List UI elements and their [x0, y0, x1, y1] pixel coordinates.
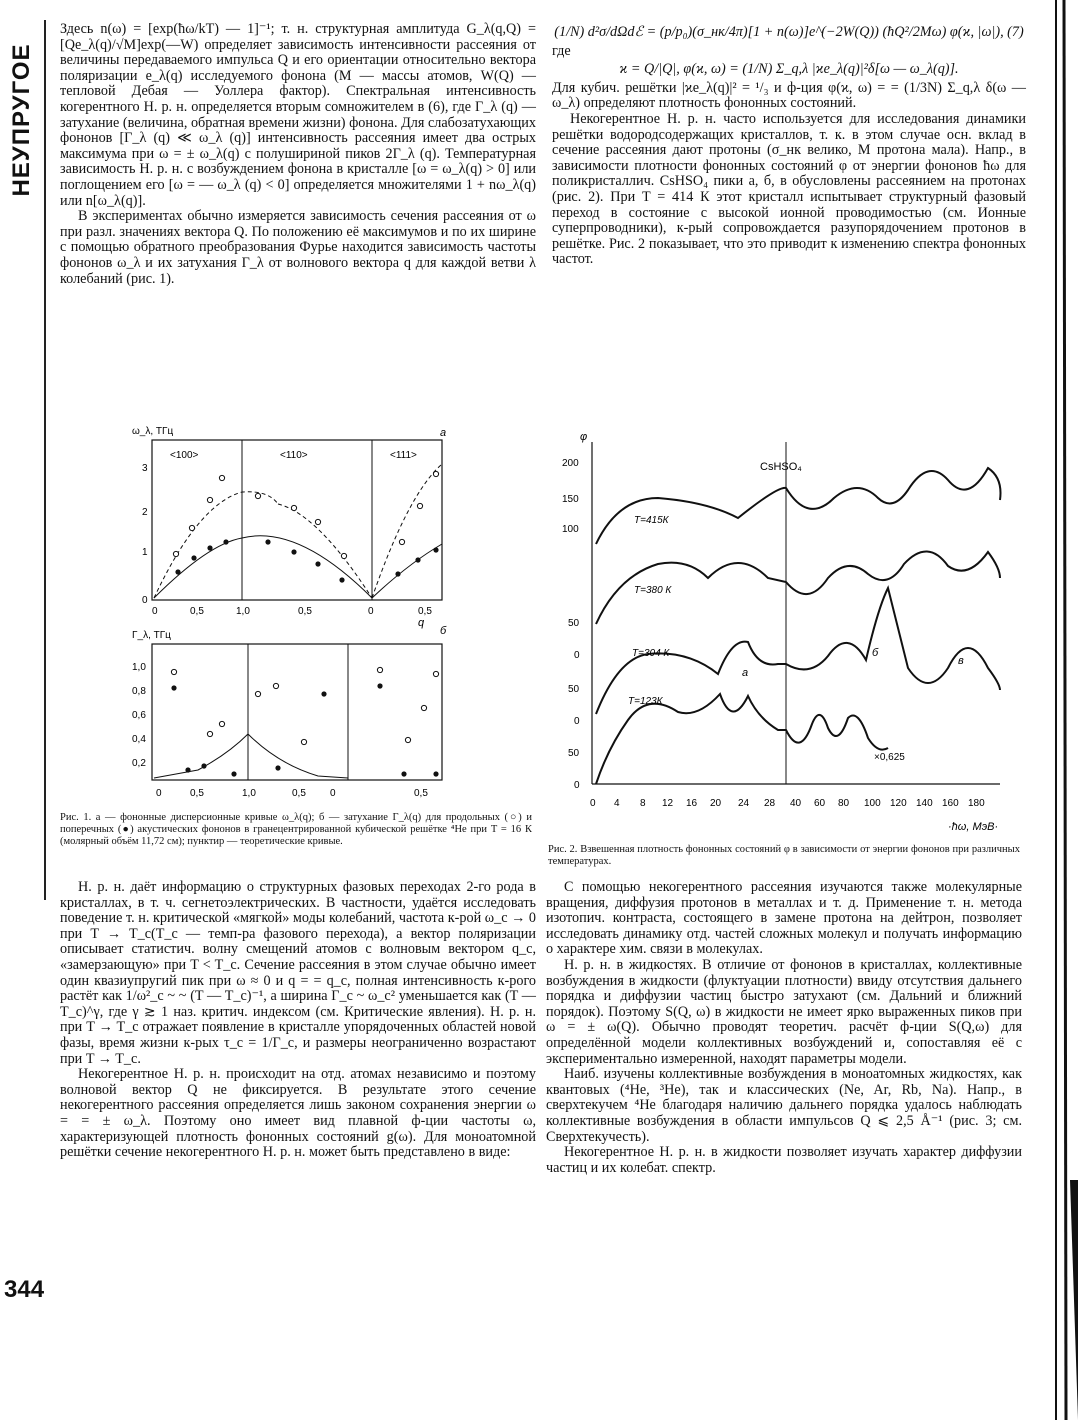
fig2-ylabel: φ [580, 431, 588, 443]
fig2-ytick: 0 [574, 716, 580, 727]
fig2-xtick: 100 [864, 798, 881, 809]
fig2-ytick: 150 [562, 494, 579, 505]
fig2-ytick: 50 [568, 684, 580, 695]
left-column-top [60, 22, 536, 287]
fig1a-xtick: 1,0 [236, 606, 250, 617]
formula-7: (1/N) d²σ/dΩdℰ = (p/p₀)(σ_нк/4π)[1 + n(ω)]e^(−2W(Q)) (ħQ²/2Mω) φ(ϰ, |ω|), (7) [554, 24, 1024, 40]
fig1a-xtick: 0,5 [298, 606, 312, 617]
right-column-top [552, 22, 1026, 268]
scan-edge [1050, 0, 1078, 1420]
fig1a-ylabel: ω_λ, ТГц [132, 426, 174, 437]
fig2-ytick: 50 [568, 618, 580, 629]
paragraph: Некогерентное Н. р. н. происходит на отд. атомах независимо и поэтому волновой вектор Q не фиксируется. В результате этого сечение некогерентного рассеяния определяется лишь законом сохранения энергии ω = = ± ω_λ. Поэтому оно имеет вид плавной ф-ции частоты ω, характеризующей плотность фононных состояний g(ω). Для моноатомной решётки сечение некогерентного Н. р. н. может быть представлено в виде: [60, 1066, 536, 1161]
fig2-scale-note: ×0,625 [874, 752, 905, 763]
page-number: 344 [4, 1276, 45, 1303]
fig1a-curve-T [154, 536, 372, 598]
section-title: НЕУПРУГОЕ [8, 43, 35, 197]
left-column-bottom [60, 880, 536, 1161]
section-title-vertical [4, 30, 40, 210]
fig1b-xtick: 0 [330, 788, 336, 799]
fig1b-xtick: 0 [156, 788, 162, 799]
fig2-xtick: 4 [614, 798, 620, 809]
fig2-ytick: 200 [562, 458, 579, 469]
fig2-curve-415K [596, 468, 1001, 544]
fig2-peak-label: б [872, 647, 879, 659]
fig2-xtick: 16 [686, 798, 698, 809]
fig1a-xtick: 0 [152, 606, 158, 617]
fig1a-curve-L100 [154, 492, 278, 598]
fig1a-points-longitudinal [173, 471, 438, 558]
figure-2 [548, 428, 1024, 838]
figure-2-caption: Рис. 2. Взвешенная плотность фононных состояний φ в зависимости от энергии фононов при различных температурах. [548, 844, 1020, 867]
fig2-xlabel: ·ħω, МэВ· [948, 821, 999, 833]
fig1a-letter: а [440, 427, 447, 439]
fig2-temp-label: T=123К [628, 696, 663, 707]
fig1a-dir-111: <111> [390, 450, 417, 461]
figure-1-caption: Рис. 1. а — фононные дисперсионные кривые ω_λ(q); б — затухание Γ_λ(q) для продольных (○) и поперечных (●) акустических фононов в гранецентрированной кубической решётке ⁴Не при T = 16 К (молярный объём 11,72 см); пунктир — теоретические кривые. [60, 812, 532, 847]
fig2-xtick: 24 [738, 798, 750, 809]
fig1b-letter: б [440, 625, 447, 637]
fig1b-xtick: 0,5 [292, 788, 306, 799]
fig1a-ytick: 1 [142, 547, 148, 558]
fig1a-dir-110: <110> [280, 450, 308, 461]
formula-kappa: ϰ = Q/|Q|, φ(ϰ, ω) = (1/N) Σ_q,λ |ϰe_λ(q)|²δ[ω — ω_λ(q)]. [619, 61, 959, 78]
fig2-xtick: 140 [916, 798, 933, 809]
figure-1 [118, 424, 458, 814]
paragraph: Здесь n(ω) = [exp(ħω/kT) — 1]⁻¹; т. н. структурная амплитуда G_λ(q,Q) = [Qe_λ(q)/√M]exp(—W) определяет зависимость интенсивности рассеяния от величины передаваемого импульса Q и его ориентации относительно вектора поляризации e_λ(q) исследуемого фонона (M — массы атомов, W(Q) — тепловой Дебая — Уоллера фактор). Спектральная интенсивность когерентного Н. р. н. определяется вторым сомножителем в (6), где Γ_λ (q) — затухание (величина, обратная времени жизни) фонона. Для слабозатухающих фононов [Γ_λ (q) ≪ ω_λ (q)] интенсивность рассеяния имеет два острых максимума при ω = ± ω_λ(q) с полушириной пиков 2Γ_λ (q). Температурная зависимость Н. р. н. с возбуждением фонона в кристалле [ω = ω_λ(q) > 0] или поглощением его [ω = — ω_λ (q) < 0] определяется множителями 1 + nω_λ(q) или n[ω_λ(q)]. [60, 21, 536, 209]
fig2-xtick: 8 [640, 798, 646, 809]
fig2-ytick: 0 [574, 780, 580, 791]
fig1a-xtick: 0 [368, 606, 374, 617]
fig2-curve-123K [596, 694, 888, 784]
fig1a-curve-L111 [372, 464, 442, 598]
fig2-xtick: 180 [968, 798, 985, 809]
fig2-xtick: 120 [890, 798, 907, 809]
figure-1-plot [118, 424, 458, 814]
fig2-xtick: 0 [590, 798, 596, 809]
fig1b-xtick: 1,0 [242, 788, 256, 799]
fig2-peak-label: в [958, 655, 964, 667]
fig2-xtick: 80 [838, 798, 850, 809]
fig2-xtick: 28 [764, 798, 776, 809]
margin-rule [44, 20, 46, 900]
paragraph: Для кубич. решётки |ϰe_λ(q)|² = ¹/₃ и ф-ция φ(ϰ, ω) = = (1/3N) Σ_q,λ δ(ω — ω_λ) определяют плотность фононных состояний. [552, 79, 1026, 112]
fig1a-curve-T111 [372, 544, 442, 598]
fig1a-xtick: 0,5 [190, 606, 204, 617]
fig2-compound: CsHSO₄ [760, 461, 802, 473]
fig1b-points-longitudinal [171, 667, 438, 744]
paragraph: Наиб. изучены коллективные возбуждения в моноатомных жидкостях, как квантовых (⁴He, ³He), так и классических (Ne, Ar, Rb, Na). Напр., в сверхтекучем ⁴Не благодаря наличию дальнего порядка удалось наблюдать коллективные возбуждения в области импульсов Q ⩽ 2,5 Å⁻¹ (рис. 3; см. Сверхтекучесть). [546, 1066, 1022, 1145]
fig1b-ytick: 0,2 [132, 758, 146, 769]
fig2-temp-label: T=380 К [634, 585, 672, 596]
fig1a-xtick: 0,5 [418, 606, 432, 617]
fig2-temp-label: T=415К [634, 515, 669, 526]
fig2-ytick: 0 [574, 650, 580, 661]
fig1a-ytick: 0 [142, 595, 148, 606]
fig2-xtick: 60 [814, 798, 826, 809]
fig1a-points-transverse [175, 539, 438, 582]
paragraph: Некогерентное Н. р. н. в жидкости позволяет изучать характер диффузии частиц и их колебат. спектр. [546, 1144, 1022, 1176]
fig2-xtick: 160 [942, 798, 959, 809]
fig1b-ytick: 1,0 [132, 662, 146, 673]
fig1b-theory-curve [154, 734, 348, 778]
fig1b-frame [152, 644, 442, 780]
paragraph: Н. р. н. даёт информацию о структурных фазовых переходах 2-го рода в кристаллах, в т. ч. сегнетоэлектрических. В частности, удаётся исследовать поведение т. н. критической «мягкой» моды колебаний, частота к-рой ω_c → 0 при T → T_c(T_c — темп-ра фазового перехода), а вектор поляризации описывает статистич. волну смещений атомов с волновым вектором q_c, «замерзающую» при T < T_c. Сечение рассеяния в этом случае обычно имеет один квазиупругий пик при ω ≈ 0 и q = = q_c, полная интенсивность к-рого растёт как 1/ω²_c ~ ~ (T — T_c)⁻¹, а ширина Γ_c ~ ω_c² уменьшается как (T — T_c)^γ, где γ ≳ 1 наз. критич. индексом (см. Критические явления). Н. р. н. при T → T_c отражает появление в кристалле упорядоченных областей новой фазы, время жизни к-рых τ_c = 1/Γ_c, и размеры неограниченно возрастают при T → T_c. [60, 879, 536, 1067]
fig1b-xtick: 0,5 [190, 788, 204, 799]
fig1a-ytick: 2 [142, 507, 148, 518]
fig1b-ytick: 0,4 [132, 734, 146, 745]
fig1b-q-label: q [418, 617, 425, 629]
paragraph: Н. р. н. в жидкостях. В отличие от фононов в кристаллах, коллективные возбуждения в жидкости (флуктуации плотности) ввиду отсутствия дальнего порядка и диффузии частиц быстро затухают (см. Дальний и ближний порядок). Поэтому S(Q, ω) в жидкости не имеет ярко выраженных пиков при ω = ± ω(Q). Обычно проводят теоретич. расчёт ф-ции S(Q,ω) для определённой модели коллективных возбуждений и, сопоставляя её с экспериментально измеренной, находят параметры модели. [546, 956, 1022, 1067]
fig1b-ytick: 0,6 [132, 710, 146, 721]
fig2-temp-label: T=304 К [632, 648, 670, 659]
paragraph: С помощью некогерентного рассеяния изучаются также молекулярные вращения, диффузия протонов в металлах и т. д. Применение т. н. метода изотопич. контраста, состоящего в замене протона на дейтрон, позволяет исследовать динамику отд. частей сложных молекул и получать информацию о характере хим. связи в молекулах. [546, 879, 1022, 958]
fig2-yticks [562, 458, 580, 791]
fig1a-ytick: 3 [142, 463, 148, 474]
right-column-bottom [546, 880, 1022, 1176]
figure-2-plot [548, 428, 1024, 838]
paragraph: Некогерентное Н. р. н. часто используется для исследования динамики решётки водородсодержащих кристаллов, т. к. в этом случае осн. вклад в сечение рассеяния дают протоны (σ_нк велико, M протона мала). Напр., в зависимости плотности фононных состояний φ от энергии фононов ħω для поликристаллич. CsHSO₄ пики а, б, в обусловлены рассеянием на протонах (рис. 2). При T = 414 К этот кристалл испытывает структурный фазовый переход в состояние с высокой ионной проводимостью (см. Ионные суперпроводники), к-рый сопровождается разупорядочением протонов в решётке. Рис. 2 показывает, что это приводит к изменению спектра фононных частот. [552, 110, 1026, 268]
fig2-xtick: 12 [662, 798, 674, 809]
fig1a-dir-100: <100> [170, 450, 199, 461]
fig1b-ylabel: Γ_λ, ТГц [132, 630, 171, 641]
fig2-xtick: 20 [710, 798, 722, 809]
fig1b-ytick: 0,8 [132, 686, 146, 697]
where-label: где [552, 42, 571, 59]
fig2-xticks [590, 798, 985, 809]
fig1b-xtick: 0,5 [414, 788, 428, 799]
fig2-ytick: 100 [562, 524, 579, 535]
fig2-peak-label: а [742, 667, 749, 679]
paragraph: В экспериментах обычно измеряется зависимость сечения рассеяния от ω при разл. значениях вектора Q. По положению её максимумов и по их ширине с помощью обратного преобразования Фурье находится зависимость частоты фононов ω_λ и их затухания Γ_λ от волнового вектора q для каждой ветви λ колебаний (рис. 1). [60, 208, 536, 287]
fig2-ytick: 50 [568, 748, 580, 759]
fig2-xtick: 40 [790, 798, 802, 809]
